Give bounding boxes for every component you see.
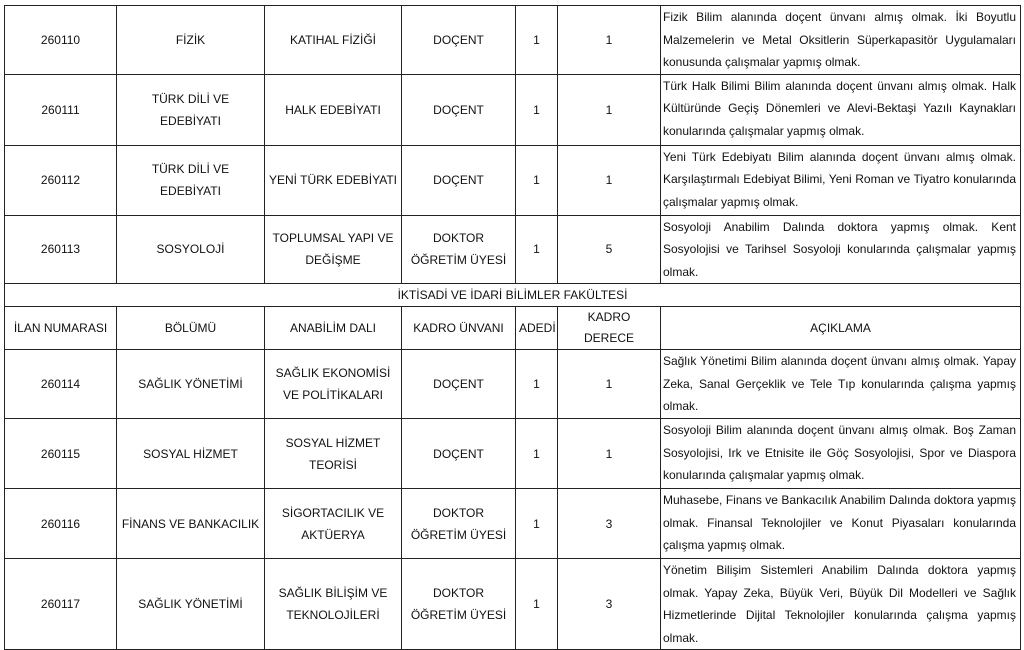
table-row [5, 74, 1021, 145]
count: 1 [516, 74, 558, 145]
table-header-row [5, 307, 1021, 350]
discipline: TOPLUMSAL YAPI VE DEĞİŞME [265, 215, 402, 284]
table-row [5, 419, 1021, 489]
discipline: SAĞLIK BİLİŞİM VE TEKNOLOJİLERİ [265, 559, 402, 650]
position-title: DOKTOR ÖĞRETİM ÜYESİ [402, 559, 516, 650]
table-row [5, 145, 1021, 215]
table-row [5, 350, 1021, 419]
discipline: SAĞLIK EKONOMİSİ VE POLİTİKALARI [265, 350, 402, 419]
description: Türk Halk Bilimi Bilim alanında doçent ünvanı almış olmak. Halk Kültüründe Geçiş Dönemleri ve Alevi-Bektaşi Yazılı Kaynakları konularında çalışmalar yapmış olmak. [661, 74, 1021, 145]
grade: 1 [558, 350, 661, 419]
table-row [5, 6, 1021, 75]
count: 1 [516, 489, 558, 559]
position-title: DOKTOR ÖĞRETİM ÜYESİ [402, 489, 516, 559]
count: 1 [516, 559, 558, 650]
ilan-number: 260113 [5, 215, 117, 284]
ilan-number: 260110 [5, 6, 117, 75]
discipline: KATIHAL FİZİĞİ [265, 6, 402, 75]
table-row [5, 559, 1021, 650]
department: TÜRK DİLİ VE EDEBİYATI [117, 74, 265, 145]
count: 1 [516, 145, 558, 215]
ilan-number: 260114 [5, 350, 117, 419]
header-derece: KADRO DERECE [558, 307, 661, 350]
description: Muhasebe, Finans ve Bankacılık Anabilim Dalında doktora yapmış olmak. Finansal Teknolojiler ve Konut Piyasaları konularında çalışma yapmış olmak. [661, 489, 1021, 559]
discipline: YENİ TÜRK EDEBİYATI [265, 145, 402, 215]
grade: 3 [558, 489, 661, 559]
ilan-number: 260112 [5, 145, 117, 215]
department: FİNANS VE BANKACILIK [117, 489, 265, 559]
position-title: DOÇENT [402, 145, 516, 215]
position-title: DOKTOR ÖĞRETİM ÜYESİ [402, 215, 516, 284]
count: 1 [516, 6, 558, 75]
department: SAĞLIK YÖNETİMİ [117, 559, 265, 650]
ilan-number: 260111 [5, 74, 117, 145]
department: SAĞLIK YÖNETİMİ [117, 350, 265, 419]
department: FİZİK [117, 6, 265, 75]
count: 1 [516, 350, 558, 419]
position-title: DOÇENT [402, 350, 516, 419]
description: Fizik Bilim alanında doçent ünvanı almış olmak. İki Boyutlu Malzemelerin ve Metal Oksitlerin Süperkapasitör Uygulamaları konusunda çalışmalar yapmış olmak. [661, 6, 1021, 75]
table-row [5, 489, 1021, 559]
ilan-number: 260115 [5, 419, 117, 489]
header-adet: ADEDİ [516, 307, 558, 350]
department: SOSYAL HİZMET [117, 419, 265, 489]
header-bolum: BÖLÜMÜ [117, 307, 265, 350]
discipline: SOSYAL HİZMET TEORİSİ [265, 419, 402, 489]
position-title: DOÇENT [402, 419, 516, 489]
ilan-number: 260116 [5, 489, 117, 559]
header-aciklama: AÇIKLAMA [661, 307, 1021, 350]
grade: 5 [558, 215, 661, 284]
description: Yönetim Bilişim Sistemleri Anabilim Dalında doktora yapmış olmak. Yapay Zeka, Büyük Veri, Büyük Dil Modelleri ve Sağlık Hizmetlerinde Dijital Teknolojiler konularında çalışma yapmış olmak. [661, 559, 1021, 650]
grade: 1 [558, 419, 661, 489]
grade: 3 [558, 559, 661, 650]
discipline: SİGORTACILIK VE AKTÜERYA [265, 489, 402, 559]
department: SOSYOLOJİ [117, 215, 265, 284]
count: 1 [516, 419, 558, 489]
grade: 1 [558, 74, 661, 145]
header-ilan: İLAN NUMARASI [5, 307, 117, 350]
header-kadro: KADRO ÜNVANI [402, 307, 516, 350]
header-anabilim: ANABİLİM DALI [265, 307, 402, 350]
grade: 1 [558, 6, 661, 75]
faculty-section-row [5, 284, 1021, 307]
ilan-number: 260117 [5, 559, 117, 650]
position-listing-table [4, 5, 1021, 650]
position-title: DOÇENT [402, 74, 516, 145]
description: Sosyoloji Bilim alanında doçent ünvanı almış olmak. Boş Zaman Sosyolojisi, Irk ve Etnisite ile Göç Sosyolojisi, Spor ve Diaspora konularında çalışmalar yapmış olmak. [661, 419, 1021, 489]
faculty-title: İKTİSADİ VE İDARİ BİLİMLER FAKÜLTESİ [5, 284, 1021, 307]
description: Yeni Türk Edebiyatı Bilim alanında doçent ünvanı almış olmak. Karşılaştırmalı Edebiyat Bilimi, Yeni Roman ve Tiyatro konularında çalışmalar yapmış olmak. [661, 145, 1021, 215]
description: Sosyoloji Anabilim Dalında doktora yapmış olmak. Kent Sosyolojisi ve Tarihsel Sosyoloji konularında çalışmalar yapmış olmak. [661, 215, 1021, 284]
count: 1 [516, 215, 558, 284]
department: TÜRK DİLİ VE EDEBİYATI [117, 145, 265, 215]
description: Sağlık Yönetimi Bilim alanında doçent ünvanı almış olmak. Yapay Zeka, Sanal Gerçeklik ve Tele Tıp konularında çalışma yapmış olmak. [661, 350, 1021, 419]
discipline: HALK EDEBİYATI [265, 74, 402, 145]
grade: 1 [558, 145, 661, 215]
table-row [5, 215, 1021, 284]
position-title: DOÇENT [402, 6, 516, 75]
